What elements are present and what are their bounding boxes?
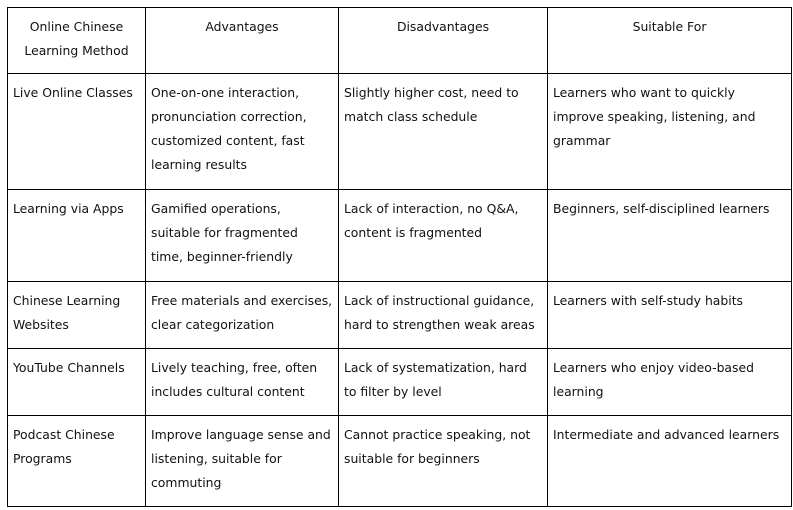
cell-suitable-for: Beginners, self-disciplined learners [548, 190, 792, 282]
cell-method: Podcast Chinese Programs [8, 416, 146, 507]
cell-method: Live Online Classes [8, 74, 146, 190]
header-disadvantages: Disadvantages [339, 8, 548, 74]
cell-advantages: Lively teaching, free, often includes cultural content [146, 349, 339, 416]
cell-advantages: Free materials and exercises, clear categorization [146, 282, 339, 349]
table-header-row [8, 8, 792, 74]
header-suitable-for: Suitable For [548, 8, 792, 74]
cell-suitable-for: Intermediate and advanced learners [548, 416, 792, 507]
cell-disadvantages: Slightly higher cost, need to match class schedule [339, 74, 548, 190]
header-advantages: Advantages [146, 8, 339, 74]
cell-method: Learning via Apps [8, 190, 146, 282]
cell-advantages: Gamified operations, suitable for fragmented time, beginner-friendly [146, 190, 339, 282]
header-method: Online Chinese Learning Method [8, 8, 146, 74]
table-row [8, 282, 792, 349]
cell-disadvantages: Lack of interaction, no Q&A, content is fragmented [339, 190, 548, 282]
cell-method: Chinese Learning Websites [8, 282, 146, 349]
table-row [8, 349, 792, 416]
comparison-table [7, 7, 792, 507]
cell-suitable-for: Learners who enjoy video-based learning [548, 349, 792, 416]
cell-disadvantages: Lack of systematization, hard to filter by level [339, 349, 548, 416]
cell-advantages: Improve language sense and listening, suitable for commuting [146, 416, 339, 507]
table-row [8, 74, 792, 190]
cell-disadvantages: Cannot practice speaking, not suitable for beginners [339, 416, 548, 507]
cell-disadvantages: Lack of instructional guidance, hard to strengthen weak areas [339, 282, 548, 349]
cell-suitable-for: Learners with self-study habits [548, 282, 792, 349]
cell-method: YouTube Channels [8, 349, 146, 416]
table-row [8, 190, 792, 282]
cell-advantages: One-on-one interaction, pronunciation correction, customized content, fast learning results [146, 74, 339, 190]
cell-suitable-for: Learners who want to quickly improve speaking, listening, and grammar [548, 74, 792, 190]
table-row [8, 416, 792, 507]
